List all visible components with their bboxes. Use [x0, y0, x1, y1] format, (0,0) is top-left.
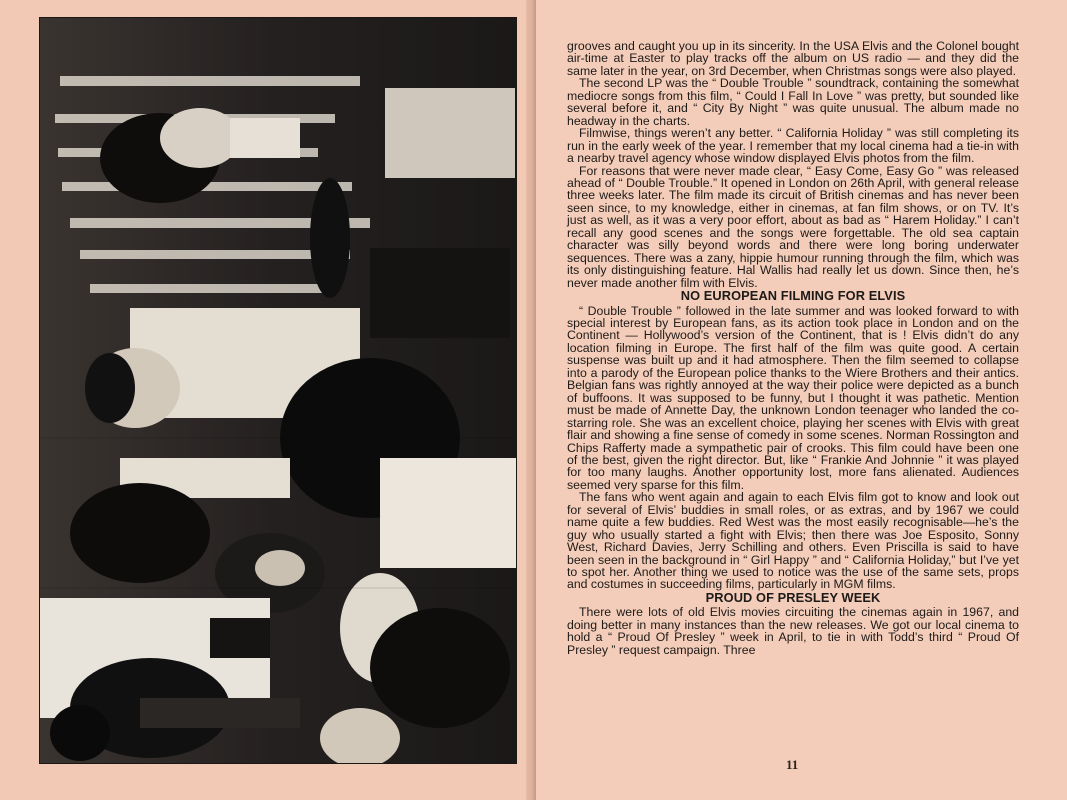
paragraph: grooves and caught you up in its sincerity. In the USA Elvis and the Colonel bought air-time at Easter to play tracks off the album on US radio — and they did the same later in the year, on 3rd December, when Christmas songs were also played.: [567, 39, 1019, 78]
section-heading: NO EUROPEAN FILMING FOR ELVIS: [680, 288, 906, 304]
article-body: [567, 40, 1019, 656]
band-photograph: [39, 17, 517, 764]
section-heading: PROUD OF PRESLEY WEEK: [705, 589, 881, 605]
page-number: 11: [786, 757, 799, 772]
paragraph: Filmwise, things weren’t any better. “ California Holiday ” was still completing its run in the early week of the year. I remember that my local cinema had a tie-in with a nearby travel agency whose window displayed Elvis photos from the film.: [567, 126, 1019, 166]
photograph-band-scene-icon: [40, 18, 516, 763]
paragraph: The fans who went again and again to each Elvis film got to know and look out for several of Elvis’ buddies in small roles, or as extras, and by 1967 we could name quite a few buddies. Red West was the most easily recognisable—he’s the guy who usually started a fight with Elvis; then there was Joe Esposito, Sonny West, Richard Davies, Jerry Schilling and others. Even Priscilla is said to have been seen in the background in “ Girl Happy ” and “ California Holiday,” but I’ve yet to spot her. Another thing we used to notice was the use of the same sets, props and costumes in succeeding films, particularly in MGM films.: [567, 490, 1019, 592]
paragraph: “ Double Trouble ” followed in the late summer and was looked forward to with special interest by European fans, as its action took place in London and on the Continent — Hollywood’s version of the Continent, that is ! Elvis didn’t do any location filming in Europe. The first half of the film was quite good. A certain suspense was built up and it had atmosphere. Then the film seemed to collapse into a parody of the European police thanks to the Wiere Brothers and their antics. Belgian fans was rightly annoyed at the way their police were depicted as a bunch of buffoons. It was supposed to be funny, but I thought it was pathetic. Mention must be made of Annette Day, the unknown London teenager who landed the co-starring role. She was an excellent choice, playing her scenes with Elvis with great flair and showing a fine sense of comedy in some scenes. Norman Rossington and Chips Rafferty made a sympathetic pair of crooks. This film could have been one of the best, given the right director. But, like “ Frankie And Johnnie ” it was played for too many laughs. Another opportunity lost, more fans alienated. Audiences seemed very sparse for this film.: [567, 303, 1019, 492]
paragraph: The second LP was the “ Double Trouble ” soundtrack, containing the somewhat mediocre songs from this film, “ Could I Fall In Love ” was pretty, but sounded like several before it, and “ City By Night ” was quite unusual. The album made no headway in the charts.: [567, 76, 1019, 128]
left-page: [0, 0, 533, 800]
paragraph: There were lots of old Elvis movies circuiting the cinemas again in 1967, and doing better in many instances than the new releases. We got our local cinema to hold a “ Proud Of Presley ” week in April, to tie in with Todd’s third “ Proud Of Presley ” request campaign. Three: [567, 605, 1019, 657]
paragraph: For reasons that were never made clear, “ Easy Come, Easy Go ” was released ahead of “ Double Trouble.” It opened in London on 26th April, with general release three weeks later. The film made its circuit of British cinemas and has never been seen since, to my knowledge, either in cinemas, at fan film shows, or on TV. It’s just as well, as it was a very poor effort, about as bad as “ Harem Holiday.” I can’t recall any good scenes and the songs were forgettable. The old sea captain character was silly beyond words and there were long boring underwater sequences. There was a zany, hippie humour running through the film, which was its only distinguishing feature. Hal Wallis had really let us down. Since then, he’s never made another film with Elvis.: [567, 163, 1019, 290]
